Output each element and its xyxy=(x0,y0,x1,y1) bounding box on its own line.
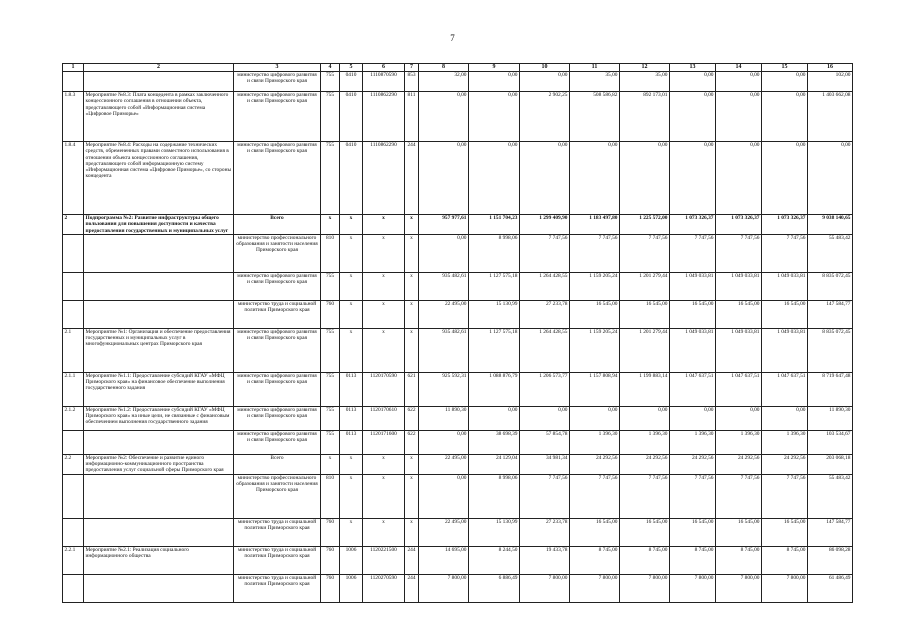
amount-cell: 508 586,82 xyxy=(570,92,620,142)
row-title-cell xyxy=(84,574,234,602)
budget-code-cell: x xyxy=(363,272,405,300)
amount-cell: 1 047 637,51 xyxy=(716,372,762,406)
amount-cell: 925 592,31 xyxy=(419,372,469,406)
budget-code-cell: 760 xyxy=(321,546,340,574)
row-title-cell: Мероприятие №1.1: Предоставление субсидий КГАУ «МФЦ Приморского края» на финансовое обеспечение выполнения государственного задания xyxy=(84,372,234,406)
row-code-cell: 2.2.1 xyxy=(63,546,84,574)
amount-cell: 7 747,56 xyxy=(520,234,570,272)
amount-cell: 7 747,56 xyxy=(716,474,762,518)
budget-code-cell: 244 xyxy=(405,142,419,215)
row-code-cell: 2.1.2 xyxy=(63,406,84,430)
executor-cell: министерство цифрового развития и связи Приморского края xyxy=(234,72,321,92)
table-row xyxy=(63,406,853,430)
amount-cell: 16 545,00 xyxy=(570,300,620,328)
executor-cell: министерство цифрового развития и связи Приморского края xyxy=(234,272,321,300)
amount-cell: 0,00 xyxy=(762,72,808,92)
table-row xyxy=(63,328,853,372)
amount-cell: 1 201 279,44 xyxy=(620,328,670,372)
column-number-header: 9 xyxy=(469,64,520,72)
column-number-header: 11 xyxy=(570,64,620,72)
row-title-cell: Мероприятие №8.3: Плата концедента в рамках заключенного концессионного соглашения в отношении объекта, представляющего собой «Информационная система «Цифровое Приморье» xyxy=(84,92,234,142)
table-row xyxy=(63,300,853,328)
budget-code-cell: 0113 xyxy=(340,372,363,406)
amount-cell: 7 747,56 xyxy=(762,474,808,518)
amount-cell: 57 854,78 xyxy=(520,430,570,454)
amount-cell: 1 049 033,81 xyxy=(762,328,808,372)
row-code-cell xyxy=(63,300,84,328)
amount-cell: 22 495,00 xyxy=(419,454,469,474)
budget-code-cell: x xyxy=(405,454,419,474)
amount-cell: 0,00 xyxy=(620,406,670,430)
amount-cell: 7 800,00 xyxy=(570,574,620,602)
column-number-header: 2 xyxy=(84,64,234,72)
executor-cell: министерство профессионального образования и занятости населения Приморского края xyxy=(234,234,321,272)
amount-cell: 32,00 xyxy=(419,72,469,92)
row-code-cell xyxy=(63,272,84,300)
amount-cell: 1 206 573,77 xyxy=(520,372,570,406)
row-code-cell: 2.2 xyxy=(63,454,84,474)
amount-cell: 0,00 xyxy=(520,406,570,430)
budget-code-cell: 1006 xyxy=(340,574,363,602)
amount-cell: 8 998,06 xyxy=(469,474,520,518)
budget-code-cell: 1120170610 xyxy=(363,406,405,430)
amount-cell: 1 396,30 xyxy=(762,430,808,454)
amount-cell: 34 981,34 xyxy=(520,454,570,474)
column-number-header: 15 xyxy=(762,64,808,72)
amount-cell: 1 073 326,37 xyxy=(716,215,762,235)
amount-cell: 24 292,56 xyxy=(670,454,716,474)
amount-cell: 55 483,42 xyxy=(808,474,853,518)
budget-code-cell: x xyxy=(405,234,419,272)
amount-cell: 24 292,56 xyxy=(620,454,670,474)
budget-code-cell: 755 xyxy=(321,372,340,406)
budget-code-cell: x xyxy=(340,518,363,546)
amount-cell: 1 049 033,81 xyxy=(716,272,762,300)
column-number-header: 12 xyxy=(620,64,670,72)
amount-cell: 7 747,56 xyxy=(620,474,670,518)
budget-code-cell: x xyxy=(321,454,340,474)
executor-cell: министерство цифрового развития и связи Приморского края xyxy=(234,142,321,215)
budget-code-cell: 760 xyxy=(321,300,340,328)
budget-code-cell: 244 xyxy=(405,546,419,574)
budget-code-cell: 755 xyxy=(321,406,340,430)
amount-cell: 1 396,30 xyxy=(620,430,670,454)
amount-cell: 22 495,00 xyxy=(419,300,469,328)
budget-code-cell: 853 xyxy=(405,72,419,92)
amount-cell: 1 225 572,00 xyxy=(620,215,670,235)
amount-cell: 15 130,99 xyxy=(469,300,520,328)
amount-cell: 8 745,00 xyxy=(762,546,808,574)
executor-cell: министерство цифрового развития и связи Приморского края xyxy=(234,406,321,430)
executor-cell: министерство цифрового развития и связи Приморского края xyxy=(234,430,321,454)
amount-cell: 16 545,00 xyxy=(762,518,808,546)
amount-cell: 0,00 xyxy=(469,92,520,142)
table-row xyxy=(63,372,853,406)
budget-code-cell: 621 xyxy=(405,372,419,406)
row-code-cell: 2.1.1 xyxy=(63,372,84,406)
amount-cell: 7 747,56 xyxy=(620,234,670,272)
amount-cell: 2 902,25 xyxy=(520,92,570,142)
amount-cell: 27 233,78 xyxy=(520,300,570,328)
amount-cell: 0,00 xyxy=(716,92,762,142)
budget-code-cell: x xyxy=(363,518,405,546)
amount-cell: 1 073 326,37 xyxy=(762,215,808,235)
amount-cell: 7 800,00 xyxy=(520,574,570,602)
amount-cell: 103 534,67 xyxy=(808,430,853,454)
column-number-header: 3 xyxy=(234,64,321,72)
budget-code-cell: 760 xyxy=(321,574,340,602)
amount-cell: 7 800,00 xyxy=(670,574,716,602)
budget-code-cell: 760 xyxy=(321,518,340,546)
table-row xyxy=(63,546,853,574)
row-code-cell: 2 xyxy=(63,215,84,235)
column-number-header: 5 xyxy=(340,64,363,72)
executor-cell: министерство труда и социальной политики Приморского края xyxy=(234,300,321,328)
amount-cell: 0,00 xyxy=(419,142,469,215)
row-title-cell xyxy=(84,300,234,328)
amount-cell: 35,00 xyxy=(570,72,620,92)
row-code-cell xyxy=(63,234,84,272)
row-code-cell xyxy=(63,574,84,602)
executor-cell: министерство труда и социальной политики Приморского края xyxy=(234,518,321,546)
amount-cell: 1 049 033,81 xyxy=(670,272,716,300)
column-number-header: 6 xyxy=(363,64,405,72)
amount-cell: 24 292,56 xyxy=(716,454,762,474)
budget-code-cell: x xyxy=(363,234,405,272)
amount-cell: 16 545,00 xyxy=(762,300,808,328)
amount-cell: 147 584,77 xyxy=(808,518,853,546)
amount-cell: 0,00 xyxy=(419,474,469,518)
amount-cell: 16 545,00 xyxy=(620,300,670,328)
row-title-cell: Подпрограмма №2: Развитие инфраструктуры общего пользования для повышения доступности и качества предоставления государственных и муниципальных услуг xyxy=(84,215,234,235)
budget-code-cell: 1120170590 xyxy=(363,372,405,406)
amount-cell: 8 835 072,45 xyxy=(808,328,853,372)
budget-code-cell: x xyxy=(340,474,363,518)
amount-cell: 0,00 xyxy=(762,406,808,430)
amount-cell: 892 173,01 xyxy=(620,92,670,142)
amount-cell: 0,00 xyxy=(716,72,762,92)
budget-code-cell: 755 xyxy=(321,72,340,92)
amount-cell: 0,00 xyxy=(419,430,469,454)
row-title-cell: Мероприятие №8.4: Расходы на содержание технических средств, обремененных правами совместного использования в отношении объекта концессионного соглашения, представляющего собой информационную систему «Информационная система «Цифровое Приморье», со стороны концедента xyxy=(84,142,234,215)
amount-cell: 1 201 279,44 xyxy=(620,272,670,300)
budget-code-cell: 1120221500 xyxy=(363,546,405,574)
budget-code-cell: 755 xyxy=(321,92,340,142)
amount-cell: 61 486,49 xyxy=(808,574,853,602)
budget-code-cell: 0113 xyxy=(340,430,363,454)
budget-code-cell: x xyxy=(340,272,363,300)
table-row xyxy=(63,234,853,272)
amount-cell: 86 098,28 xyxy=(808,546,853,574)
amount-cell: 0,00 xyxy=(620,142,670,215)
amount-cell: 0,00 xyxy=(808,142,853,215)
executor-cell: министерство труда и социальной политики Приморского края xyxy=(234,546,321,574)
executor-cell: министерство цифрового развития и связи Приморского края xyxy=(234,328,321,372)
column-number-header: 13 xyxy=(670,64,716,72)
amount-cell: 0,00 xyxy=(762,92,808,142)
amount-cell: 1 157 808,94 xyxy=(570,372,620,406)
amount-cell: 16 545,00 xyxy=(570,518,620,546)
row-title-cell xyxy=(84,474,234,518)
amount-cell: 6 886,49 xyxy=(469,574,520,602)
amount-cell: 1 183 497,80 xyxy=(570,215,620,235)
budget-code-cell: 0410 xyxy=(340,92,363,142)
amount-cell: 0,00 xyxy=(716,142,762,215)
row-title-cell xyxy=(84,234,234,272)
amount-cell: 0,00 xyxy=(670,92,716,142)
amount-cell: 24 292,56 xyxy=(570,454,620,474)
amount-cell: 38 698,39 xyxy=(469,430,520,454)
amount-cell: 7 800,00 xyxy=(716,574,762,602)
amount-cell: 1 049 033,81 xyxy=(670,328,716,372)
table-row xyxy=(63,215,853,235)
amount-cell: 16 545,00 xyxy=(620,518,670,546)
amount-cell: 7 747,56 xyxy=(670,234,716,272)
budget-code-cell: 1006 xyxy=(340,546,363,574)
budget-code-cell: x xyxy=(340,454,363,474)
amount-cell: 11 890,30 xyxy=(808,406,853,430)
amount-cell: 147 584,77 xyxy=(808,300,853,328)
amount-cell: 1 159 205,24 xyxy=(570,328,620,372)
amount-cell: 7 747,56 xyxy=(570,474,620,518)
amount-cell: 8 998,06 xyxy=(469,234,520,272)
budget-code-cell: 0410 xyxy=(340,72,363,92)
budget-code-cell: 622 xyxy=(405,406,419,430)
row-code-cell xyxy=(63,518,84,546)
amount-cell: 1 199 883,14 xyxy=(620,372,670,406)
amount-cell: 0,00 xyxy=(716,406,762,430)
amount-cell: 0,00 xyxy=(570,406,620,430)
amount-cell: 0,00 xyxy=(670,142,716,215)
amount-cell: 9 038 140,65 xyxy=(808,215,853,235)
column-number-header: 10 xyxy=(520,64,570,72)
budget-code-cell: 755 xyxy=(321,272,340,300)
amount-cell: 24 292,56 xyxy=(762,454,808,474)
table-row xyxy=(63,272,853,300)
budget-code-cell: x xyxy=(405,272,419,300)
budget-code-cell: x xyxy=(340,300,363,328)
table-row xyxy=(63,430,853,454)
amount-cell: 8 244,50 xyxy=(469,546,520,574)
executor-cell: министерство цифрового развития и связи Приморского края xyxy=(234,92,321,142)
row-code-cell: 1.8.3 xyxy=(63,92,84,142)
row-code-cell: 2.1 xyxy=(63,328,84,372)
amount-cell: 7 747,56 xyxy=(762,234,808,272)
amount-cell: 7 800,00 xyxy=(419,574,469,602)
budget-code-cell: x xyxy=(363,328,405,372)
amount-cell: 11 890,30 xyxy=(419,406,469,430)
amount-cell: 0,00 xyxy=(570,142,620,215)
row-code-cell xyxy=(63,474,84,518)
amount-cell: 1 047 637,51 xyxy=(670,372,716,406)
amount-cell: 1 047 637,51 xyxy=(762,372,808,406)
column-number-header: 16 xyxy=(808,64,853,72)
amount-cell: 1 396,30 xyxy=(716,430,762,454)
budget-code-cell: x xyxy=(405,518,419,546)
amount-cell: 8 719 647,48 xyxy=(808,372,853,406)
budget-code-cell: x xyxy=(363,454,405,474)
page-number: 7 xyxy=(450,33,455,43)
amount-cell: 1 073 326,37 xyxy=(670,215,716,235)
amount-cell: 0,00 xyxy=(670,72,716,92)
amount-cell: 16 545,00 xyxy=(716,300,762,328)
executor-cell: Всего xyxy=(234,454,321,474)
amount-cell: 15 130,99 xyxy=(469,518,520,546)
executor-cell: министерство профессионального образования и занятости населения Приморского края xyxy=(234,474,321,518)
row-code-cell xyxy=(63,430,84,454)
budget-code-cell: 810 xyxy=(321,234,340,272)
amount-cell: 8 745,00 xyxy=(716,546,762,574)
row-title-cell: Мероприятие №1: Организация и обеспечение предоставления государственных и муниципальных услуг в многофункциональных центрах Приморского края xyxy=(84,328,234,372)
amount-cell: 0,00 xyxy=(469,72,520,92)
budget-code-cell: x xyxy=(363,300,405,328)
budget-code-cell: 0410 xyxy=(340,142,363,215)
amount-cell: 8 745,00 xyxy=(670,546,716,574)
executor-cell: министерство труда и социальной политики Приморского края xyxy=(234,574,321,602)
amount-cell: 1 159 205,24 xyxy=(570,272,620,300)
amount-cell: 1 396,30 xyxy=(670,430,716,454)
amount-cell: 7 800,00 xyxy=(762,574,808,602)
amount-cell: 1 088 876,79 xyxy=(469,372,520,406)
amount-cell: 14 695,00 xyxy=(419,546,469,574)
budget-code-cell: 1120171600 xyxy=(363,430,405,454)
executor-cell: министерство цифрового развития и связи Приморского края xyxy=(234,372,321,406)
executor-cell: Всего xyxy=(234,215,321,235)
amount-cell: 7 747,56 xyxy=(520,474,570,518)
amount-cell: 7 747,56 xyxy=(670,474,716,518)
budget-code-cell: 1120270590 xyxy=(363,574,405,602)
amount-cell: 1 396,30 xyxy=(570,430,620,454)
budget-code-cell: 622 xyxy=(405,430,419,454)
row-title-cell: Мероприятие №1.2: Предоставление субсидий КГАУ «МФЦ Приморского края» на иные цели, не связанные с финансовым обеспечением выполнения государственного задания xyxy=(84,406,234,430)
amount-cell: 1 299 409,90 xyxy=(520,215,570,235)
table-row xyxy=(63,474,853,518)
amount-cell: 24 129,04 xyxy=(469,454,520,474)
column-number-header: 4 xyxy=(321,64,340,72)
budget-code-cell: x xyxy=(340,234,363,272)
amount-cell: 935 482,61 xyxy=(419,272,469,300)
amount-cell: 0,00 xyxy=(419,92,469,142)
amount-cell: 8 745,00 xyxy=(570,546,620,574)
amount-cell: 16 545,00 xyxy=(670,300,716,328)
budget-code-cell: 755 xyxy=(321,328,340,372)
budget-table xyxy=(62,63,853,603)
budget-code-cell: x xyxy=(363,474,405,518)
budget-code-cell: 811 xyxy=(405,92,419,142)
amount-cell: 22 495,00 xyxy=(419,518,469,546)
amount-cell: 8 835 072,45 xyxy=(808,272,853,300)
amount-cell: 7 747,56 xyxy=(716,234,762,272)
amount-cell: 102,00 xyxy=(808,72,853,92)
budget-code-cell: 1110870590 xyxy=(363,72,405,92)
column-number-header: 14 xyxy=(716,64,762,72)
amount-cell: 1 264 428,55 xyxy=(520,328,570,372)
amount-cell: 935 482,61 xyxy=(419,328,469,372)
row-title-cell xyxy=(84,272,234,300)
column-number-header: 7 xyxy=(405,64,419,72)
budget-code-cell: x xyxy=(405,474,419,518)
budget-code-cell: x xyxy=(405,328,419,372)
amount-cell: 27 233,78 xyxy=(520,518,570,546)
amount-cell: 957 977,61 xyxy=(419,215,469,235)
budget-code-cell: 755 xyxy=(321,430,340,454)
table-row xyxy=(63,142,853,215)
amount-cell: 0,00 xyxy=(469,406,520,430)
amount-cell: 0,00 xyxy=(520,142,570,215)
budget-code-cell: 1110862290 xyxy=(363,92,405,142)
budget-code-cell: x xyxy=(405,215,419,235)
table-row xyxy=(63,574,853,602)
table-row xyxy=(63,92,853,142)
row-title-cell: Мероприятие №2.1: Реализация социального информационного общества xyxy=(84,546,234,574)
row-code-cell: 1.8.4 xyxy=(63,142,84,215)
amount-cell: 1 151 704,23 xyxy=(469,215,520,235)
column-number-header: 8 xyxy=(419,64,469,72)
budget-code-cell: 755 xyxy=(321,142,340,215)
amount-cell: 19 433,78 xyxy=(520,546,570,574)
column-number-header: 1 xyxy=(63,64,84,72)
amount-cell: 16 545,00 xyxy=(670,518,716,546)
budget-code-cell: 810 xyxy=(321,474,340,518)
table-row xyxy=(63,454,853,474)
budget-code-cell: x xyxy=(321,215,340,235)
table-row xyxy=(63,518,853,546)
amount-cell: 1 403 662,08 xyxy=(808,92,853,142)
budget-code-cell: 1110862290 xyxy=(363,142,405,215)
row-title-cell xyxy=(84,430,234,454)
amount-cell: 1 127 575,18 xyxy=(469,328,520,372)
amount-cell: 0,00 xyxy=(469,142,520,215)
row-code-cell xyxy=(63,72,84,92)
table-header-row xyxy=(63,64,853,72)
budget-code-cell: 0113 xyxy=(340,406,363,430)
amount-cell: 0,00 xyxy=(670,406,716,430)
amount-cell: 8 745,00 xyxy=(620,546,670,574)
budget-code-cell: x xyxy=(340,328,363,372)
budget-code-cell: x xyxy=(405,300,419,328)
row-title-cell: Мероприятие №2: Обеспечение и развитие единого информационно-коммуникационного пространства предоставления услуг социальной сферы Приморского края xyxy=(84,454,234,474)
row-title-cell xyxy=(84,72,234,92)
amount-cell: 7 800,00 xyxy=(620,574,670,602)
amount-cell: 1 264 428,55 xyxy=(520,272,570,300)
budget-code-cell: 244 xyxy=(405,574,419,602)
budget-code-cell: x xyxy=(340,215,363,235)
amount-cell: 7 747,56 xyxy=(570,234,620,272)
amount-cell: 35,00 xyxy=(620,72,670,92)
amount-cell: 1 127 575,18 xyxy=(469,272,520,300)
amount-cell: 1 049 033,81 xyxy=(716,328,762,372)
amount-cell: 0,00 xyxy=(762,142,808,215)
row-title-cell xyxy=(84,518,234,546)
amount-cell: 0,00 xyxy=(520,72,570,92)
budget-code-cell: x xyxy=(363,215,405,235)
table-row xyxy=(63,72,853,92)
amount-cell: 203 068,18 xyxy=(808,454,853,474)
amount-cell: 1 049 033,81 xyxy=(762,272,808,300)
amount-cell: 55 483,42 xyxy=(808,234,853,272)
amount-cell: 16 545,00 xyxy=(716,518,762,546)
amount-cell: 0,00 xyxy=(419,234,469,272)
